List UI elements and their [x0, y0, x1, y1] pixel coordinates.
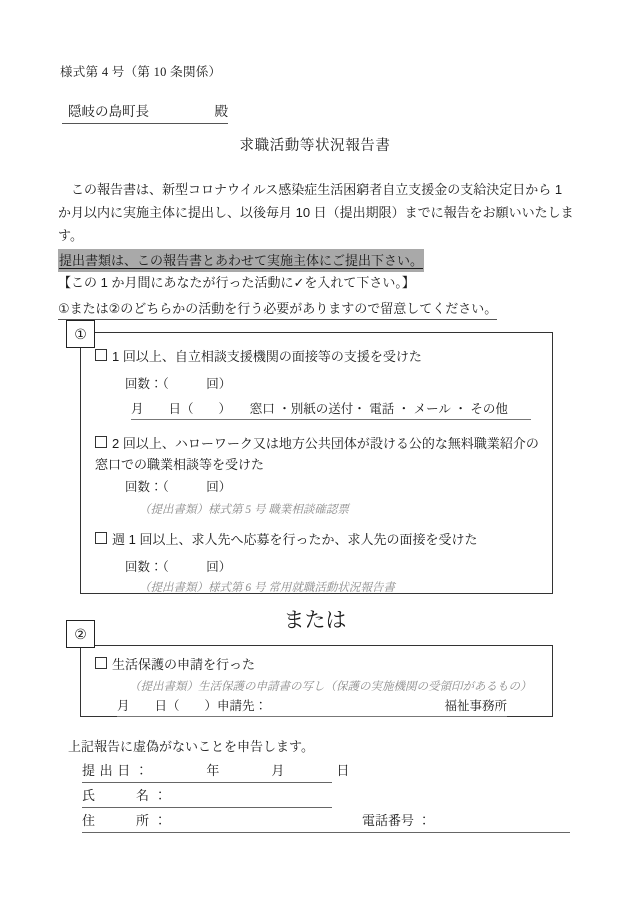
address-label: 住 所 ：: [82, 813, 168, 828]
instruction-line-2: ①または②のどちらかの活動を行う必要がありますので留意してください。: [58, 298, 497, 320]
section-1-panel: [80, 332, 553, 594]
checkbox-icon[interactable]: [95, 436, 107, 448]
welfare-application-row[interactable]: [117, 696, 507, 717]
checkbox-icon[interactable]: [95, 657, 107, 669]
submit-date-label: 提 出 日 ：: [82, 763, 149, 778]
welfare-date-label: 月 日（ ）申請先：: [117, 699, 268, 713]
activity-item-3[interactable]: [95, 529, 477, 550]
activity-item-3-count[interactable]: 回数：（ 回）: [125, 560, 232, 574]
welfare-item-note: （提出書類）生活保護の申請書の写し（保護の実施機関の受領印があるもの）: [129, 681, 532, 693]
intro-highlighted-note: 提出書類は、この報告書とあわせて実施主体にご提出下さい。: [58, 249, 424, 272]
intro-paragraph: この報告書は、新型コロナウイルス感染症生活困窮者自立支援金の支給決定日から 1 か月以内に実施主体に提出し、以後毎月 10 日（提出期限）までに報告をお願いいたします。: [58, 182, 574, 243]
address-field[interactable]: [82, 810, 570, 833]
addressee-name: 隠岐の島町長: [68, 104, 149, 119]
name-field[interactable]: [82, 785, 332, 808]
name-label: 氏 名 ：: [82, 788, 168, 803]
welfare-item-label: 生活保護の申請を行った: [112, 657, 256, 672]
document-title: 求職活動等状況報告書: [239, 138, 391, 154]
activity-item-1[interactable]: [95, 346, 422, 367]
checkbox-icon[interactable]: [95, 349, 107, 361]
telephone-label: 電話番号 ：: [362, 813, 431, 828]
activity-item-1-count[interactable]: 回数：（ 回）: [125, 377, 232, 391]
intro-block: [58, 178, 578, 272]
declaration-statement: 上記報告に虚偽がないことを申告します。: [68, 739, 314, 754]
activity-item-2-count[interactable]: 回数：（ 回）: [125, 480, 232, 494]
activity-item-2[interactable]: [95, 433, 547, 475]
addressee-field: [62, 100, 228, 124]
checkbox-icon[interactable]: [95, 532, 107, 544]
welfare-office-label: 福祉事務所: [444, 699, 507, 713]
activity-item-1-detail[interactable]: 月 日（ ） 窓口 ・別紙の送付・ 電話 ・ メール ・ その他: [131, 399, 531, 420]
year-unit: 年: [206, 763, 220, 778]
section-1-tag: ①: [66, 320, 95, 348]
activity-item-2-note: （提出書類）様式第 5 号 職業相談確認票: [139, 504, 349, 516]
activity-item-2-label: 2 回以上、ハローワーク又は地方公共団体が設ける公的な無料職業紹介の窓口での職業相談等を受けた: [95, 436, 539, 472]
section-2-panel: [80, 645, 553, 717]
welfare-item[interactable]: [95, 654, 255, 675]
activity-item-3-note: （提出書類）様式第 6 号 常用就職活動状況報告書: [139, 582, 395, 594]
section-2-tag: ②: [66, 620, 95, 648]
month-unit: 月: [271, 763, 285, 778]
submit-date-field[interactable]: [82, 760, 350, 783]
instruction-line-1: 【この 1 か月間にあなたが行った活動に✓を入れて下さい。】: [58, 275, 415, 290]
alternative-divider: または: [283, 609, 347, 632]
activity-item-1-label: 1 回以上、自立相談支援機関の面接等の支援を受けた: [112, 349, 422, 364]
activity-item-3-label: 週 1 回以上、求人先へ応募を行ったか、求人先の面接を受けた: [112, 532, 478, 547]
form-number: 様式第 4 号（第 10 条関係）: [60, 65, 222, 79]
day-unit: 日: [336, 763, 350, 778]
addressee-honorific: 殿: [214, 104, 228, 119]
